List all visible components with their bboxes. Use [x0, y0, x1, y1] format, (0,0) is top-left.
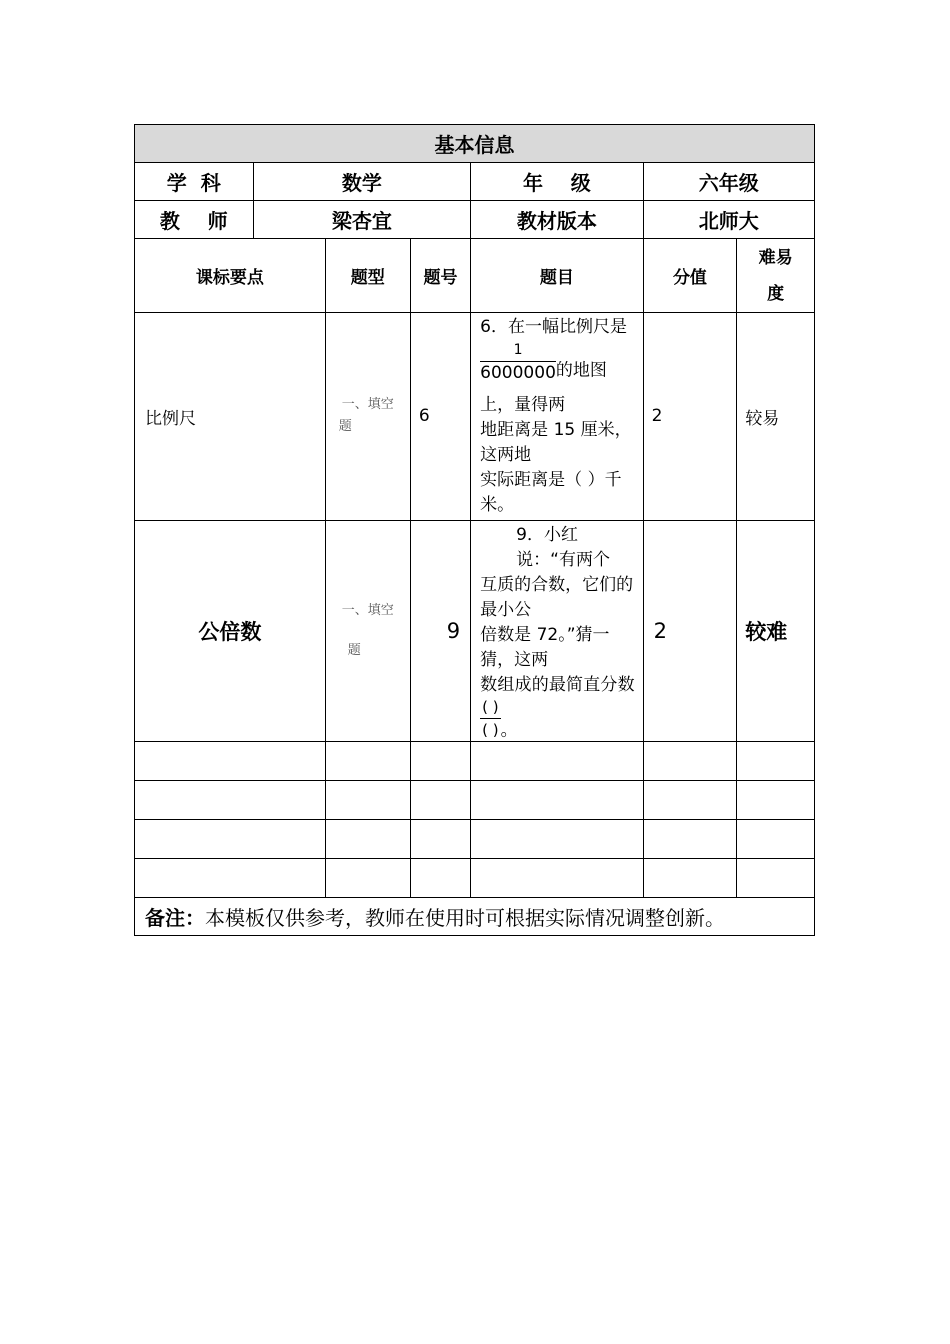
row1-question-line3: 地距离是 15 厘米，这两地	[480, 419, 632, 465]
row2-type-line2: 题	[347, 642, 361, 658]
subject-value: 数学	[253, 163, 471, 201]
col-header-question: 题目	[471, 239, 643, 313]
subject-label: 学 科	[135, 163, 254, 201]
edition-label: 教材版本	[471, 201, 643, 239]
empty-row	[135, 820, 815, 859]
row1-type	[325, 313, 410, 521]
row1-number: 6	[410, 313, 470, 521]
empty-row	[135, 859, 815, 898]
empty-cell[interactable]	[737, 820, 815, 859]
row1-question-line1: 6．在一幅比例尺是	[480, 317, 627, 337]
col-header-difficulty	[737, 239, 815, 313]
row2-question-end: 。	[500, 720, 518, 740]
answer-numerator: ( )	[480, 698, 500, 719]
col-header-score: 分值	[643, 239, 737, 313]
row2-question-line5	[480, 698, 634, 740]
row1-type-line2: 题	[338, 419, 352, 435]
row1-question-line2-tail: 的地图上，量得两	[480, 360, 607, 415]
col-header-number: 题号	[410, 239, 470, 313]
difficulty-header-line2: 度	[767, 283, 785, 304]
row1-type-line1: 一、填空	[341, 397, 394, 413]
row2-question-line3: 倍数是 72。”猜一猜，这两	[480, 624, 610, 670]
fraction-denominator: 6000000	[480, 363, 556, 383]
empty-cell[interactable]	[135, 859, 326, 898]
footer-text: 本模板仅供参考，教师在使用时可根据实际情况调整创新。	[205, 906, 725, 930]
table-row	[135, 313, 815, 521]
empty-cell[interactable]	[135, 820, 326, 859]
empty-cell[interactable]	[643, 859, 737, 898]
row1-difficulty: 较易	[737, 313, 815, 521]
footer-label: 备注：	[145, 906, 205, 930]
empty-cell[interactable]	[471, 859, 643, 898]
empty-cell[interactable]	[410, 820, 470, 859]
col-header-point: 课标要点	[135, 239, 326, 313]
section-title: 基本信息	[135, 125, 815, 163]
empty-cell[interactable]	[737, 742, 815, 781]
empty-cell[interactable]	[471, 820, 643, 859]
row2-score: 2	[643, 520, 737, 742]
answer-denominator: ( )	[482, 720, 499, 739]
table-row	[135, 520, 815, 742]
empty-cell[interactable]	[471, 742, 643, 781]
footer-note	[135, 898, 815, 936]
row1-question-line4: 实际距离是（ ）千米。	[480, 469, 622, 515]
row2-question-line1: 9．小红说：“有两个	[516, 524, 610, 570]
fraction-numerator: 1	[480, 341, 556, 362]
answer-fraction	[480, 698, 500, 739]
empty-cell[interactable]	[325, 820, 410, 859]
empty-cell[interactable]	[325, 859, 410, 898]
empty-cell[interactable]	[643, 781, 737, 820]
row1-question-line2	[480, 341, 634, 418]
edition-value: 北师大	[643, 201, 814, 239]
row2-number: 9	[410, 520, 470, 742]
empty-row	[135, 742, 815, 781]
row1-point: 比例尺	[135, 313, 326, 521]
row2-type-line1: 一、填空	[341, 602, 394, 618]
info-table	[134, 124, 815, 936]
difficulty-header-line1: 难易	[758, 247, 793, 268]
scale-fraction	[480, 341, 556, 382]
row2-point: 公倍数	[135, 520, 326, 742]
empty-cell[interactable]	[410, 781, 470, 820]
row2-question-line4: 数组成的最简直分数	[480, 674, 635, 695]
empty-cell[interactable]	[471, 781, 643, 820]
row2-question-line2: 互质的合数，它们的最小公	[480, 574, 634, 620]
row2-difficulty: 较难	[737, 520, 815, 742]
grade-label: 年 级	[471, 163, 643, 201]
row2-type	[325, 520, 410, 742]
teacher-value: 梁杏宜	[253, 201, 471, 239]
row2-question	[471, 520, 643, 742]
empty-cell[interactable]	[325, 781, 410, 820]
col-header-type: 题型	[325, 239, 410, 313]
empty-row	[135, 781, 815, 820]
empty-cell[interactable]	[410, 859, 470, 898]
grade-value: 六年级	[643, 163, 814, 201]
empty-cell[interactable]	[737, 781, 815, 820]
question-sheet	[134, 124, 815, 936]
empty-cell[interactable]	[643, 820, 737, 859]
empty-cell[interactable]	[643, 742, 737, 781]
empty-cell[interactable]	[325, 742, 410, 781]
teacher-label: 教 师	[135, 201, 254, 239]
empty-cell[interactable]	[135, 742, 326, 781]
row1-question	[471, 313, 643, 521]
empty-cell[interactable]	[737, 859, 815, 898]
empty-cell[interactable]	[410, 742, 470, 781]
empty-cell[interactable]	[135, 781, 326, 820]
row1-score: 2	[643, 313, 737, 521]
